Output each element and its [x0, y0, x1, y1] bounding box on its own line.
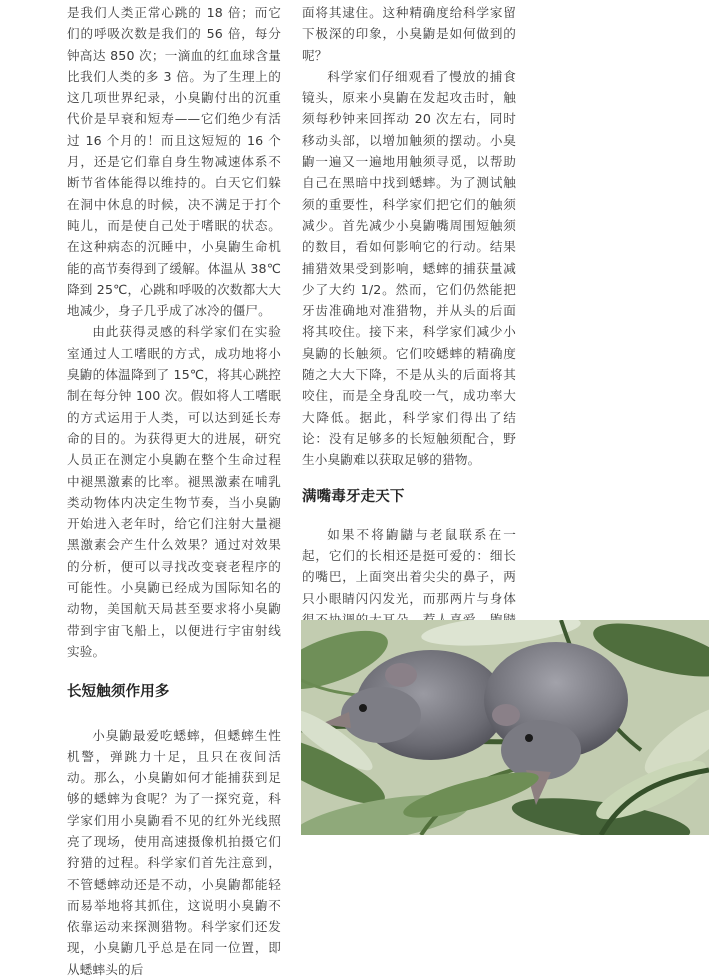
shrews-on-leaves-illustration	[301, 620, 709, 835]
body-paragraph: 由此获得灵感的科学家们在实验室通过人工嗜眠的方式，成功地将小臭鼩的体温降到了 15℃，将其心跳控制在每分钟 100 次。假如将人工嗜眠的方式运用于人类，可以达到延长寿命的目的。为获得更大的进展，研究人员正在测定小臭鼩在整个生命过程中褪黑激素的比率。褪黑激素在哺乳类动物体内决定生物节奏，当小臭鼩开始进入老年时，给它们注射大量褪黑激素会产生什么效果？通过对效果的分析，便可以寻找改变衰老程序的可能性。小臭鼩已经成为国际知名的动物，美国航天局甚至要求将小臭鼩带到宇宙飞船上，以便进行宇宙射线实验。	[67, 321, 281, 662]
section-heading: 长短触须作用多	[67, 682, 281, 703]
left-column	[67, 2, 281, 980]
body-paragraph: 面将其逮住。这种精确度给科学家留下极深的印象，小臭鼩是如何做到的呢？	[302, 2, 516, 66]
body-paragraph: 小臭鼩最爱吃蟋蟀，但蟋蟀生性机警，弹跳力十足，且只在夜间活动。那么，小臭鼩如何才能捕获到足够的蟋蟀为食呢？为了一探究竟，科学家们用小臭鼩看不见的红外光线照亮了现场，使用高速摄像机拍摄它们狩猎的过程。科学家们首先注意到，不管蟋蟀动还是不动，小臭鼩都能轻而易举地将其抓住，这说明小臭鼩不依靠运动来探测猎物。科学家们还发现，小臭鼩几乎总是在同一位置，即从蟋蟀头的后	[67, 725, 281, 980]
shrew-photo	[301, 620, 709, 835]
body-paragraph: 科学家们仔细观看了慢放的捕食镜头，原来小臭鼩在发起攻击时，触须每秒钟来回挥动 20 次左右，同时移动头部，以增加触须的摆动。小臭鼩一遍又一遍地用触须寻觅，以帮助自己在黑暗中找到蟋蟀。为了测试触须的重要性，科学家们把它们的触须减少。首先减少小臭鼩嘴周围短触须的数目，看如何影响它的行动。结果捕猎效果受到影响，蟋蟀的捕获量减少了大约 1/2。然而，它们仍然能把牙齿准确地对准猎物，并从头的后面将其咬住。接下来，科学家们减少小臭鼩的长触须。它们咬蟋蟀的精确度随之大大下降，不是从头的后面将其咬住，而是全身乱咬一气，成功率大大降低。据此，科学家们得出了结论：没有足够多的长短触须配合，野生小臭鼩难以获取足够的猎物。	[302, 66, 516, 471]
body-paragraph: 如果不将鼩鼱与老鼠联系在一起，它们的长相还是挺可爱的：细长的嘴巴，上面突出着尖尖的鼻子，两只小眼睛闪闪发光，而那两片与身体	[302, 524, 516, 737]
section-heading: 满嘴毒牙走天下	[302, 487, 516, 508]
body-paragraph: 是我们人类正常心跳的 18 倍；而它们的呼吸次数是我们的 56 倍，每分钟高达 850 次；一滴血的红血球含量比我们人类的多 3 倍。为了生理上的这几项世界纪录，小臭鼩付出的沉重代价是早衰和短寿——它们绝少有活过 16 个月的！而且这短短的 16 个月，还是它们靠自身生物减速体系不断节省体能得以维持的。白天它们躲在洞中休息的时候，决不满足于打个盹儿，而是使自己处于嗜眠的状态。在这种病态的沉睡中，小臭鼩生命机能的高节奏得到了缓解。体温从 38℃降到 25℃，心跳和呼吸的次数都大大地减少，身子几乎成了冰冷的僵尸。	[67, 2, 281, 321]
